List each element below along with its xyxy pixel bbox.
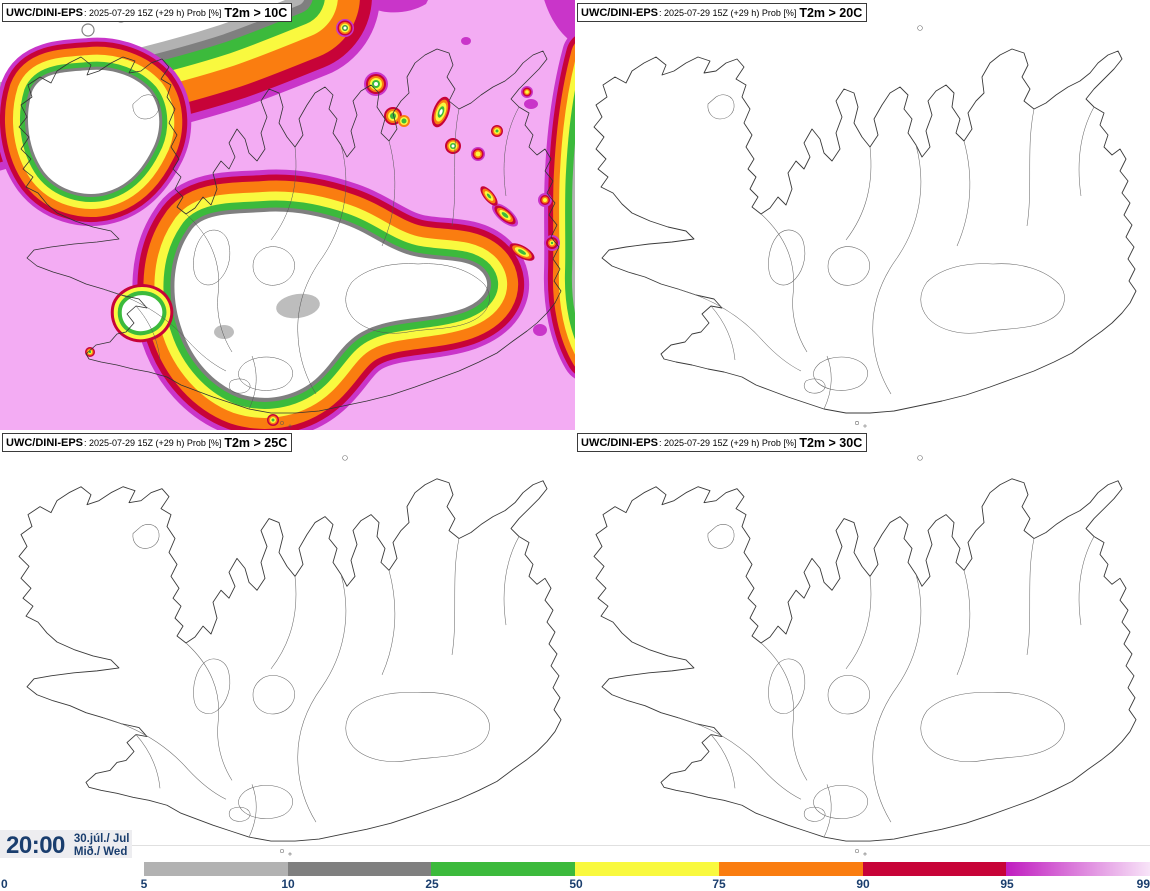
colorbar-strip	[0, 858, 1150, 891]
colorbar-segment-5-10	[144, 862, 288, 876]
panel-title-model: UWC/DINI-EPS	[581, 436, 658, 449]
iceland-outline-map-25c	[0, 430, 575, 858]
colorbar-tick-5: 5	[140, 877, 148, 891]
panel-title	[2, 433, 292, 452]
panel-title-threshold: T2m > 30C	[799, 435, 863, 450]
panel-title-meta: : 2025-07-29 15Z (+29 h) Prob [%]	[84, 7, 222, 18]
colorbar-segment-95-99	[1006, 862, 1150, 876]
valid-time-box	[0, 830, 132, 861]
colorbar-tick-25: 25	[425, 877, 439, 891]
panel-title-meta: : 2025-07-29 15Z (+29 h) Prob [%]	[84, 437, 222, 448]
valid-time: 20:00	[6, 831, 65, 859]
probability-colorbar	[144, 862, 1150, 876]
colorbar-segment-75-90	[719, 862, 863, 876]
colorbar-segment-25-50	[431, 862, 575, 876]
iceland-prob-map-10c	[0, 0, 575, 430]
panel-title-threshold: T2m > 10C	[224, 5, 288, 20]
panel-title-model: UWC/DINI-EPS	[6, 436, 83, 449]
panel-title	[577, 3, 867, 22]
colorbar-tick-99: 99	[1136, 877, 1150, 891]
map-panel-t2m-gt-25c	[0, 430, 575, 858]
colorbar-tick-10: 10	[281, 877, 295, 891]
colorbar-tick-75: 75	[712, 877, 726, 891]
panel-title-meta: : 2025-07-29 15Z (+29 h) Prob [%]	[659, 7, 797, 18]
panel-title-threshold: T2m > 25C	[224, 435, 288, 450]
iceland-outline-map-20c	[575, 0, 1150, 430]
map-panel-t2m-gt-30c	[575, 430, 1150, 858]
colorbar-segment-90-95	[863, 862, 1007, 876]
valid-date-line: 30.júl./ Jul	[73, 832, 130, 845]
colorbar-segment-50-75	[575, 862, 719, 876]
panel-title	[2, 3, 292, 22]
panel-title-model: UWC/DINI-EPS	[581, 6, 658, 19]
colorbar-tick-90: 90	[856, 877, 870, 891]
panel-title-meta: : 2025-07-29 15Z (+29 h) Prob [%]	[659, 437, 797, 448]
valid-date	[74, 833, 130, 859]
colorbar-tick-50: 50	[569, 877, 583, 891]
panel-title-threshold: T2m > 20C	[799, 5, 863, 20]
colorbar-segment-10-25	[288, 862, 432, 876]
map-panel-t2m-gt-10c	[0, 0, 575, 430]
colorbar-tick-0: 0	[1, 877, 8, 891]
panel-title-model: UWC/DINI-EPS	[6, 6, 83, 19]
panel-title	[577, 433, 867, 452]
iceland-outline-map-30c	[575, 430, 1150, 858]
map-panel-t2m-gt-20c	[575, 0, 1150, 430]
colorbar-tick-95: 95	[1000, 877, 1014, 891]
valid-weekday-line: Mið./ Wed	[73, 845, 128, 858]
